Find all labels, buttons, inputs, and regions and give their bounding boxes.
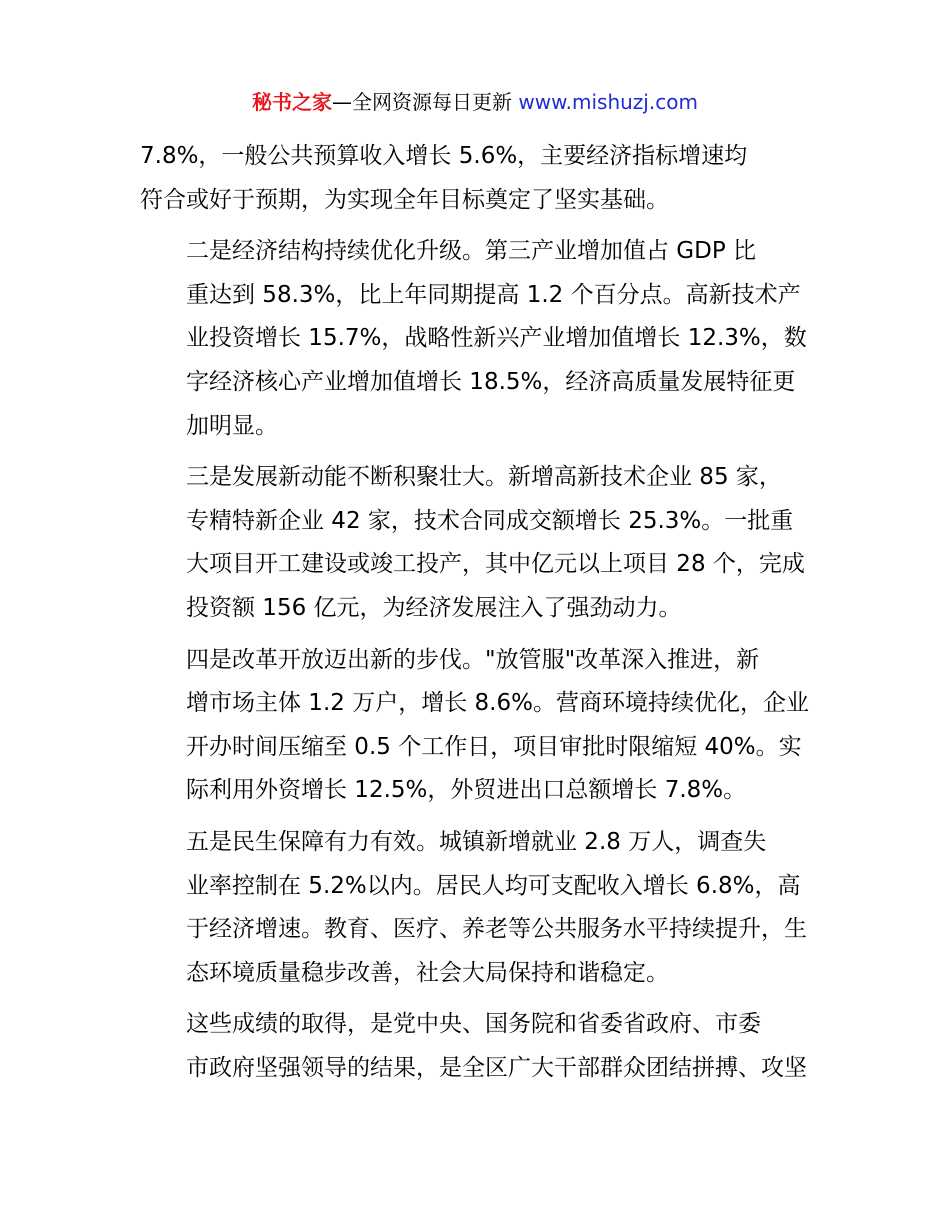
text-line: 7.8%，一般公共预算收入增长 5.6%，主要经济指标增速均 xyxy=(140,143,748,169)
site-tagline: —全网资源每日更新 xyxy=(332,90,519,114)
text-line: 二是经济结构持续优化升级。第三产业增加值占 GDP 比 xyxy=(186,238,757,265)
text-line: 市政府坚强领导的结果，是全区广大干部群众团结拼搏、攻坚 xyxy=(186,1054,807,1081)
text-line: 态环境质量稳步改善，社会大局保持和谐稳定。 xyxy=(186,959,669,986)
paragraph-economic-structure xyxy=(140,230,830,448)
text-line: 开办时间压缩至 0.5 个工作日，项目审批时限缩短 40%。实 xyxy=(186,733,802,760)
paragraph-continued xyxy=(140,135,830,222)
paragraph-reform-opening xyxy=(140,639,830,813)
site-header xyxy=(0,86,950,118)
text-line: 业率控制在 5.2%以内。居民人均可支配收入增长 6.8%，高 xyxy=(186,872,801,899)
paragraph-achievements xyxy=(140,1003,830,1090)
text-line: 大项目开工建设或竣工投产，其中亿元以上项目 28 个，完成 xyxy=(186,551,805,578)
site-url-link[interactable]: www.mishuzj.com xyxy=(518,90,698,114)
text-line: 增市场主体 1.2 万户，增长 8.6%。营商环境持续优化，企业 xyxy=(186,690,809,717)
document-body xyxy=(140,135,830,1090)
text-line: 三是发展新动能不断积聚壮大。新增高新技术企业 85 家， xyxy=(186,464,782,491)
text-line: 际利用外资增长 12.5%，外贸进出口总额增长 7.8%。 xyxy=(186,777,747,804)
text-line: 重达到 58.3%，比上年同期提高 1.2 个百分点。高新技术产 xyxy=(186,281,801,308)
text-line: 专精特新企业 42 家，技术合同成交额增长 25.3%。一批重 xyxy=(186,507,794,534)
text-line: 字经济核心产业增加值增长 18.5%，经济高质量发展特征更 xyxy=(186,368,796,395)
text-line: 于经济增速。教育、医疗、养老等公共服务水平持续提升，生 xyxy=(186,916,807,943)
paragraph-livelihood xyxy=(140,821,830,995)
text-line: 符合或好于预期，为实现全年目标奠定了坚实基础。 xyxy=(140,186,669,213)
text-line: 四是改革开放迈出新的步伐。"放管服"改革深入推进，新 xyxy=(186,646,760,673)
text-line: 这些成绩的取得，是党中央、国务院和省委省政府、市委 xyxy=(186,1011,761,1038)
text-line: 加明显。 xyxy=(186,412,278,439)
site-brand: 秘书之家 xyxy=(252,90,333,114)
text-line: 投资额 156 亿元，为经济发展注入了强劲动力。 xyxy=(186,594,682,621)
text-line: 五是民生保障有力有效。城镇新增就业 2.8 万人，调查失 xyxy=(186,828,767,855)
paragraph-new-momentum xyxy=(140,456,830,630)
text-line: 业投资增长 15.7%，战略性新兴产业增加值增长 12.3%，数 xyxy=(186,325,807,352)
